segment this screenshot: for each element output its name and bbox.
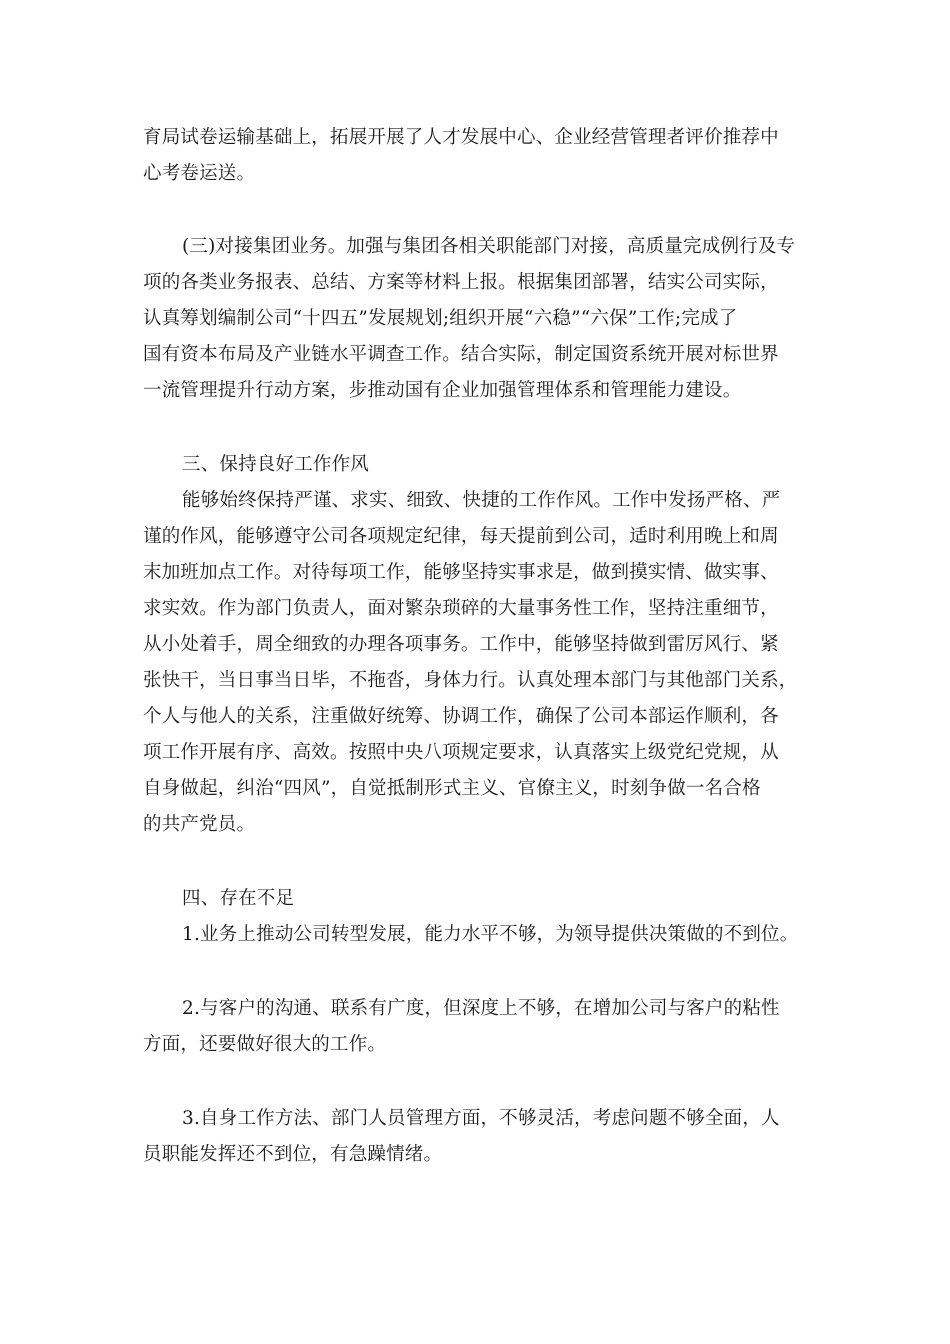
paragraph-line: 自身做起，纠治“四风”，自觉抵制形式主义、官僚主义，时刻争做一名合格: [143, 778, 761, 799]
paragraph-line: 从小处着手，周全细致的办理各项事务。工作中，能够坚持做到雷厉风行、紧: [143, 634, 779, 655]
paragraph-line: 一流管理提升行动方案，步推动国有企业加强管理体系和管理能力建设。: [143, 380, 742, 401]
list-item-line: 2.与客户的沟通、联系有广度，但深度上不够，在增加公司与客户的粘性: [182, 998, 780, 1019]
paragraph-line: 个人与他人的关系，注重做好统筹、协调工作，确保了公司本部运作顺利，各: [143, 706, 779, 727]
paragraph-line: 求实效。作为部门负责人，面对繁杂琐碎的大量事务性工作，坚持注重细节，: [143, 598, 779, 619]
paragraph-line: 认真筹划编制公司“十四五”发展规划;组织开展“六稳”“六保”工作;完成了: [143, 308, 738, 329]
paragraph-line: 能够始终保持严谨、求实、细致、快捷的工作作风。工作中发扬严格、严: [182, 490, 781, 511]
section-heading: 四、存在不足: [182, 888, 295, 909]
paragraph-line: 国有资本布局及产业链水平调查工作。结合实际，制定国资系统开展对标世界: [143, 344, 779, 365]
paragraph-line: 末加班加点工作。对待每项工作，能够坚持实事求是，做到摸实情、做实事、: [143, 562, 779, 583]
paragraph-line: 谨的作风，能够遵守公司各项规定纪律，每天提前到公司，适时利用晚上和周: [143, 526, 779, 547]
paragraph-line: 项的各类业务报表、总结、方案等材料上报。根据集团部署，结实公司实际，: [143, 272, 779, 293]
paragraph-line: 的共产党员。: [143, 814, 256, 835]
list-item-line: 3.自身工作方法、部门人员管理方面，不够灵活，考虑问题不够全面，人: [182, 1108, 780, 1129]
section-heading: 三、保持良好工作作风: [182, 454, 370, 475]
paragraph-line: 张快干，当日事当日毕，不拖沓，身体力行。认真处理本部门与其他部门关系，: [143, 670, 798, 691]
list-item-line: 1.业务上推动公司转型发展，能力水平不够，为领导提供决策做的不到位。: [182, 924, 799, 945]
list-item-line: 员职能发挥还不到位，有急躁情绪。: [143, 1144, 443, 1165]
paragraph-line: (三)对接集团业务。加强与集团各相关职能部门对接，高质量完成例行及专: [182, 236, 796, 257]
paragraph-line: 育局试卷运输基础上，拓展开展了人才发展中心、企业经营管理者评价推荐中: [143, 127, 779, 148]
paragraph-line: 项工作开展有序、高效。按照中央八项规定要求，认真落实上级党纪党规，从: [143, 742, 779, 763]
paragraph-line: 心考卷运送。: [143, 163, 256, 184]
list-item-line: 方面，还要做好很大的工作。: [143, 1034, 387, 1055]
